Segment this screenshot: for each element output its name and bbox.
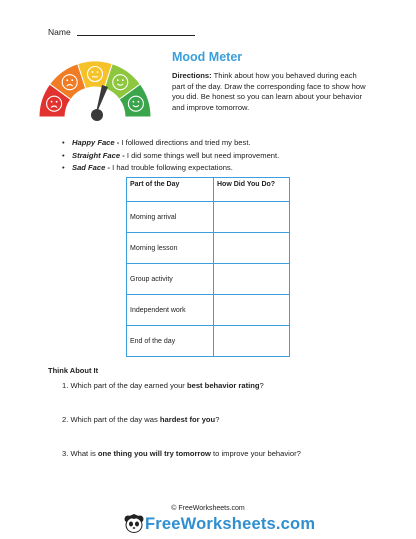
answer-cell[interactable] bbox=[214, 233, 290, 264]
answer-cell[interactable] bbox=[214, 295, 290, 326]
legend-item-sad bbox=[62, 162, 279, 175]
legend-label: Happy Face - bbox=[72, 138, 120, 147]
answer-cell[interactable] bbox=[214, 202, 290, 233]
name-label: Name bbox=[48, 27, 71, 37]
table-header: How Did You Do? bbox=[214, 178, 290, 202]
question-text: ? bbox=[259, 381, 264, 390]
copyright-link[interactable]: © FreeWorksheets.com bbox=[171, 505, 245, 512]
question-text: ? bbox=[215, 415, 220, 424]
question-text: to improve your behavior? bbox=[210, 449, 301, 458]
panda-icon bbox=[123, 514, 145, 534]
mood-table bbox=[126, 177, 290, 357]
question-text: 1. Which part of the day earned your bbox=[62, 381, 187, 390]
legend-text: I had trouble following expectations. bbox=[109, 163, 233, 172]
question-1 bbox=[62, 381, 264, 390]
question-emphasis: hardest for you bbox=[159, 415, 216, 424]
mood-gauge bbox=[38, 47, 152, 123]
page-title: Mood Meter bbox=[172, 50, 243, 64]
face-legend bbox=[62, 137, 279, 175]
table-header: Part of the Day bbox=[127, 178, 214, 202]
name-field[interactable] bbox=[48, 27, 195, 37]
gauge-segments bbox=[39, 61, 151, 117]
logo-text bbox=[145, 515, 315, 534]
question-text: 2. Which part of the day was bbox=[62, 415, 160, 424]
site-logo[interactable] bbox=[123, 514, 315, 534]
table-row bbox=[127, 295, 290, 326]
logo-domain: .com bbox=[275, 514, 316, 533]
row-label: Independent work bbox=[127, 295, 214, 326]
table-row bbox=[127, 264, 290, 295]
question-emphasis: one thing you will try tomorrow bbox=[97, 449, 211, 458]
logo-free: Free bbox=[145, 514, 181, 533]
directions-body: Think about how you behaved during each part of the day. Draw the corresponding face to show how you did. Be honest so you can learn about your behavior and improve tomorrow. bbox=[172, 71, 366, 112]
legend-label: Straight Face - bbox=[72, 150, 125, 160]
think-about-it-heading: Think About It bbox=[48, 366, 99, 375]
row-label: Group activity bbox=[127, 264, 214, 295]
row-label: Morning lesson bbox=[127, 233, 214, 264]
table-row bbox=[127, 233, 290, 264]
table-header-row bbox=[127, 178, 290, 202]
legend-item-happy bbox=[62, 137, 279, 150]
question-emphasis: best behavior rating bbox=[186, 381, 260, 390]
gauge-needle-hub bbox=[91, 109, 103, 121]
legend-text: I did some things well but need improvement. bbox=[124, 150, 280, 160]
question-text: 3. What is bbox=[62, 449, 98, 458]
row-label: Morning arrival bbox=[127, 202, 214, 233]
table-row bbox=[127, 202, 290, 233]
legend-text: I followed directions and tried my best. bbox=[119, 138, 251, 147]
question-3 bbox=[62, 449, 301, 458]
directions-text bbox=[172, 71, 368, 113]
answer-cell[interactable] bbox=[214, 264, 290, 295]
legend-item-straight bbox=[62, 150, 279, 163]
name-underline[interactable] bbox=[77, 35, 195, 36]
directions-label: Directions: bbox=[172, 71, 212, 80]
logo-worksheets: Worksheets bbox=[180, 514, 276, 533]
legend-label: Sad Face - bbox=[72, 163, 110, 172]
question-2 bbox=[62, 415, 219, 424]
table-row bbox=[127, 326, 290, 357]
row-label: End of the day bbox=[127, 326, 214, 357]
answer-cell[interactable] bbox=[214, 326, 290, 357]
